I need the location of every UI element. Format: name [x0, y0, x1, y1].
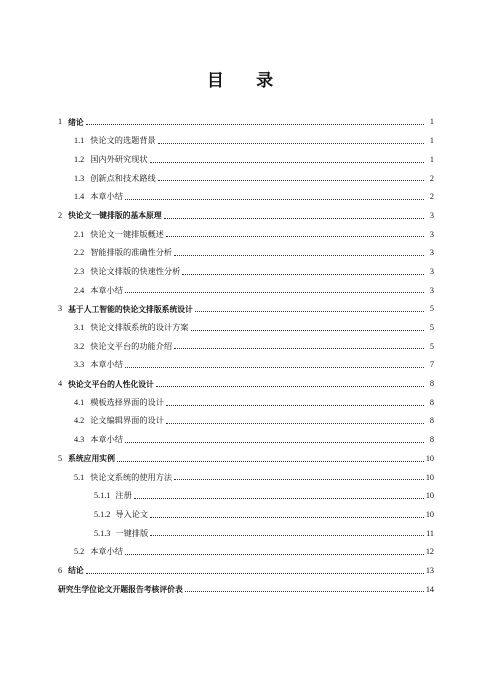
toc-entry-title: 本章小结 [90, 285, 123, 295]
toc-entry-number: 3.1 [74, 323, 85, 333]
toc-entry-page-number: 3 [429, 285, 434, 295]
toc-entry-page-number: 11 [426, 528, 434, 538]
toc-entry-number: 5.1 [74, 472, 85, 482]
toc-entry-title: 导入论文 [115, 509, 149, 519]
toc-entry-page-number: 10 [425, 491, 434, 501]
dot-leader [150, 162, 424, 163]
toc-entry-page-number: 5 [429, 304, 434, 314]
toc-entry-page-number: 2 [429, 173, 434, 183]
toc-entry-number: 1 [58, 117, 63, 127]
toc-entry-page-number: 1 [429, 136, 434, 146]
toc-entry[interactable] [58, 276, 434, 295]
toc-entry-page-number: 13 [425, 565, 434, 575]
dot-leader [156, 386, 424, 387]
dot-leader [125, 442, 424, 443]
toc-entry-page-number: 3 [429, 248, 434, 258]
toc-entry-page-number: 2 [429, 192, 434, 202]
toc-entry[interactable] [58, 108, 434, 127]
toc-entry-page-number: 1 [429, 154, 434, 164]
toc-entry-page-number: 1 [429, 117, 434, 127]
dot-leader [191, 330, 425, 331]
toc-entry-number: 4.3 [74, 435, 85, 445]
toc-entry[interactable] [58, 127, 434, 146]
dot-leader [125, 367, 424, 368]
toc-entry[interactable] [58, 388, 434, 407]
toc-entry-page-number: 7 [429, 360, 434, 370]
toc-entry-title: 结论 [68, 566, 84, 576]
toc-entry[interactable] [58, 482, 434, 501]
toc-entry-number: 6 [58, 565, 63, 575]
toc-entry-title: 快论文排版的快速性分析 [90, 266, 181, 276]
toc-entry-title: 快论文一键排版的基本原理 [68, 211, 162, 221]
toc-entry-title: 国内外研究现状 [90, 154, 148, 164]
toc-entry[interactable] [58, 258, 434, 277]
toc-entry-number: 5.1.2 [94, 509, 111, 519]
toc-entry-title: 创新点和技术路线 [90, 173, 156, 183]
toc-entry[interactable] [58, 332, 434, 351]
dot-leader [195, 311, 424, 312]
toc-entry-title: 智能排版的准确性分析 [90, 248, 173, 258]
toc-entry-title: 注册 [115, 491, 132, 501]
toc-entry-number: 4.2 [74, 416, 85, 426]
toc-entry-number: 2.1 [74, 229, 85, 239]
dot-leader [174, 479, 424, 480]
dot-leader [164, 218, 424, 219]
toc-entry-page-number: 8 [429, 379, 434, 389]
toc-entry-title: 本章小结 [90, 435, 123, 445]
toc-entry-number: 3.3 [74, 360, 85, 370]
toc-entry-title: 快论文排版系统的设计方案 [90, 323, 189, 333]
toc-entry[interactable] [58, 500, 434, 519]
toc-entry[interactable] [58, 463, 434, 482]
dot-leader [158, 143, 424, 144]
toc-entry-page-number: 3 [429, 210, 434, 220]
toc-entry-title: 绪论 [68, 117, 84, 127]
toc-entry-number: 3.2 [74, 341, 85, 351]
toc-entry[interactable] [58, 201, 434, 220]
toc-entry-number: 5.2 [74, 547, 85, 557]
toc-entry-number: 5.1.1 [94, 491, 111, 501]
dot-leader [134, 498, 424, 499]
toc-entry-title: 本章小结 [90, 192, 123, 202]
toc-entry[interactable] [58, 183, 434, 202]
toc-entry[interactable] [58, 444, 434, 463]
toc-entry-number: 2.4 [74, 285, 85, 295]
dot-leader [86, 124, 424, 125]
toc-entry-number: 3 [58, 304, 63, 314]
toc-entry-number: 1.1 [74, 136, 85, 146]
toc-entry-title: 快论文一键排版概述 [90, 229, 164, 239]
dot-leader [158, 180, 424, 181]
toc-entry[interactable] [58, 239, 434, 258]
toc-entry[interactable] [58, 407, 434, 426]
toc-entry-page-number: 10 [425, 453, 434, 463]
toc-entry-number: 4.1 [74, 397, 85, 407]
toc-entry[interactable] [58, 164, 434, 183]
dot-leader [150, 535, 424, 536]
dot-leader [125, 292, 424, 293]
toc-entry-title: 论文编辑界面的设计 [90, 416, 164, 426]
dot-leader [150, 517, 424, 518]
toc-entry-title: 快论文系统的使用方法 [90, 472, 173, 482]
toc-entry-number: 5.1.3 [94, 528, 111, 538]
toc-entry-title: 快论文平台的人性化设计 [68, 379, 154, 389]
toc-entry-number: 2.3 [74, 266, 85, 276]
toc-entry-page-number: 5 [429, 341, 434, 351]
dot-leader [166, 423, 424, 424]
toc-entry[interactable] [58, 370, 434, 389]
toc-entry-number: 2 [58, 210, 63, 220]
toc-entry[interactable] [58, 314, 434, 333]
toc-entry-title: 系统应用实例 [68, 454, 115, 464]
toc-entry-title: 本章小结 [90, 547, 123, 557]
toc-entry[interactable] [58, 575, 434, 594]
toc-entry[interactable] [58, 220, 434, 239]
toc-entry-page-number: 14 [425, 584, 434, 594]
toc-entry-title: 一键排版 [115, 528, 149, 538]
dot-leader [125, 199, 424, 200]
toc-entry[interactable] [58, 557, 434, 576]
toc-entry[interactable] [58, 426, 434, 445]
table-of-contents [58, 108, 434, 594]
toc-entry-page-number: 3 [429, 229, 434, 239]
dot-leader [117, 461, 424, 462]
toc-entry-number: 4 [58, 379, 63, 389]
toc-entry-page-number: 8 [429, 397, 434, 407]
toc-entry-title: 本章小结 [90, 360, 123, 370]
toc-entry-page-number: 8 [429, 435, 434, 445]
toc-entry[interactable] [58, 519, 434, 538]
toc-entry[interactable] [58, 295, 434, 314]
toc-entry-page-number: 5 [429, 323, 434, 333]
toc-title: 目 录 [206, 71, 288, 90]
dot-leader [174, 348, 424, 349]
dot-leader [166, 405, 424, 406]
toc-entry-page-number: 12 [425, 547, 434, 557]
toc-entry[interactable] [58, 538, 434, 557]
toc-entry-page-number: 3 [429, 266, 434, 276]
toc-entry-title: 研究生学位论文开题报告考核评价表 [58, 585, 183, 595]
toc-entry-title: 基于人工智能的快论文排版系统设计 [68, 304, 193, 314]
toc-entry-title: 快论文平台的功能介绍 [90, 341, 173, 351]
dot-leader [182, 274, 424, 275]
dot-leader [125, 554, 424, 555]
toc-entry-number: 2.2 [74, 248, 85, 258]
toc-entry[interactable] [58, 145, 434, 164]
toc-entry-page-number: 10 [425, 509, 434, 519]
dot-leader [174, 255, 424, 256]
toc-entry-number: 1.4 [74, 192, 85, 202]
toc-entry[interactable] [58, 351, 434, 370]
toc-entry-number: 1.2 [74, 154, 85, 164]
toc-entry-page-number: 8 [429, 416, 434, 426]
toc-entry-title: 模板选择界面的设计 [90, 397, 164, 407]
dot-leader [166, 236, 424, 237]
toc-entry-page-number: 10 [425, 472, 434, 482]
toc-entry-title: 快论文的选题背景 [90, 136, 156, 146]
dot-leader [86, 573, 424, 574]
toc-entry-number: 5 [58, 453, 63, 463]
dot-leader [185, 591, 424, 592]
toc-entry-number: 1.3 [74, 173, 85, 183]
